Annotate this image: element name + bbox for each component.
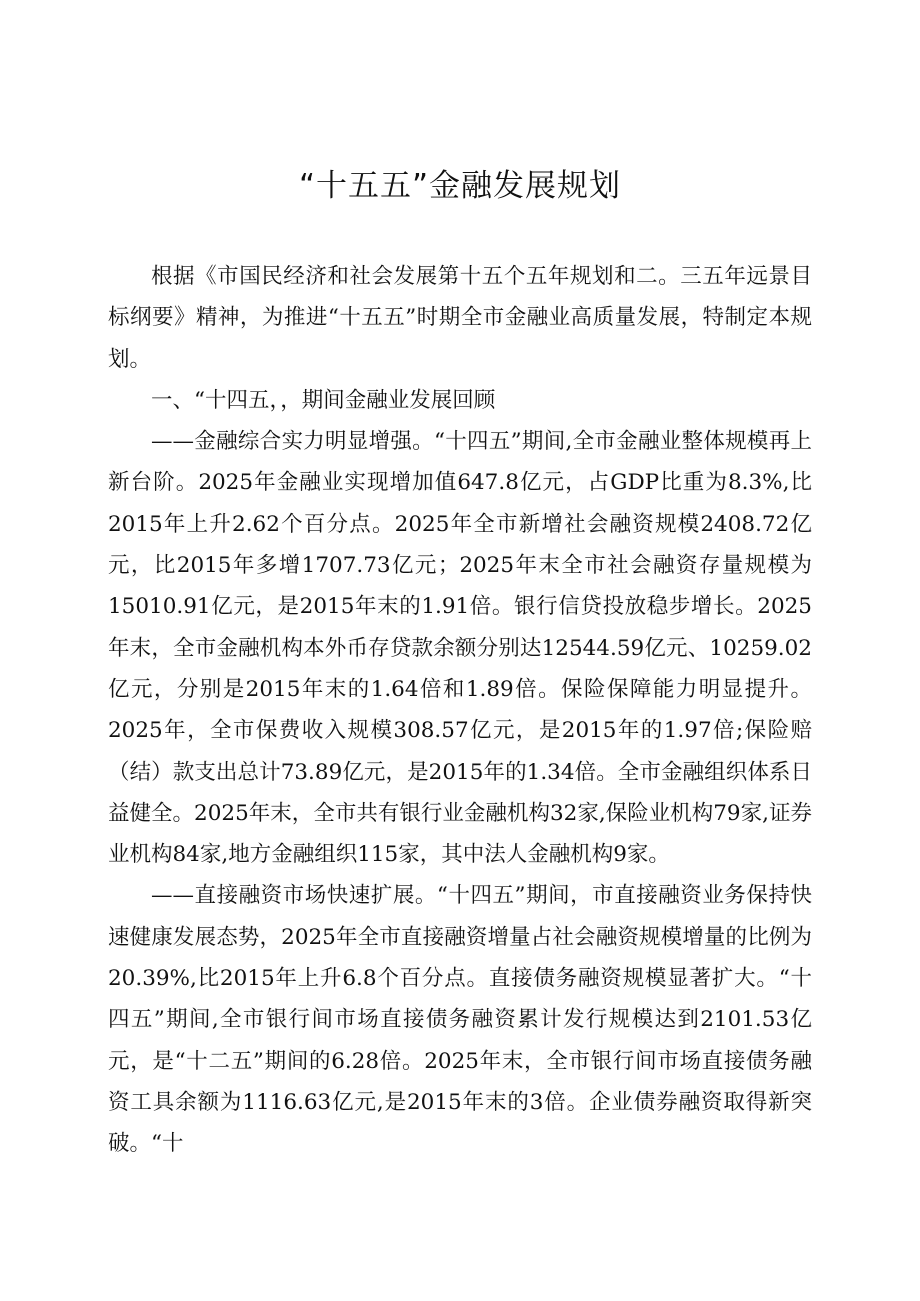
document-body — [108, 256, 812, 1165]
section-heading: 一、“十四五，，期间金融业发展回顾 — [151, 387, 496, 413]
intro-paragraph: 根据《市国民经济和社会发展第十五个五年规划和二。三五年远景目标纲要》精神，为推进“十五五”时期全市金融业高质量发展，特制定本规划。 — [108, 264, 812, 372]
direct-financing-paragraph: ——直接融资市场快速扩展。“十四五”期间，市直接融资业务保持快速健康发展态势，2025年全市直接融资增量占社会融资规模增量的比例为20.39%,比2015年上升6.8个百分点。直接债务融资规模显著扩大。“十四五”期间,全市银行间市场直接债务融资累计发行规模达到2101.53亿元，是“十二五”期间的6.28倍。2025年末，全市银行间市场直接债务融资工具余额为1116.63亿元,是2015年末的3倍。企业债券融资取得新突破。“十 — [108, 883, 812, 1157]
financial-strength-paragraph: ——金融综合实力明显增强。“十四五”期间,全市金融业整体规模再上新台阶。2025年金融业实现增加值647.8亿元，占GDP比重为8.3%,比2015年上升2.62个百分点。2025年全市新增社会融资规模2408.72亿元，比2015年多增1707.73亿元；2025年末全市社会融资存量规模为15010.91亿元，是2015年末的1.91倍。银行信贷投放稳步增长。2025年末，全市金融机构本外币存贷款余额分别达12544.59亿元、10259.02亿元，分别是2015年末的1.64倍和1.89倍。保险保障能力明显提升。2025年，全市保费收入规模308.57亿元，是2015年的1.97倍;保险赔（结）款支出总计73.89亿元，是2015年的1.34倍。全市金融组织体系日益健全。2025年末，全市共有银行业金融机构32家,保险业机构79家,证券业机构84家,地方金融组织115家，其中法人金融机构9家。 — [108, 429, 812, 868]
document-title: “十五五”金融发展规划 — [298, 168, 622, 204]
